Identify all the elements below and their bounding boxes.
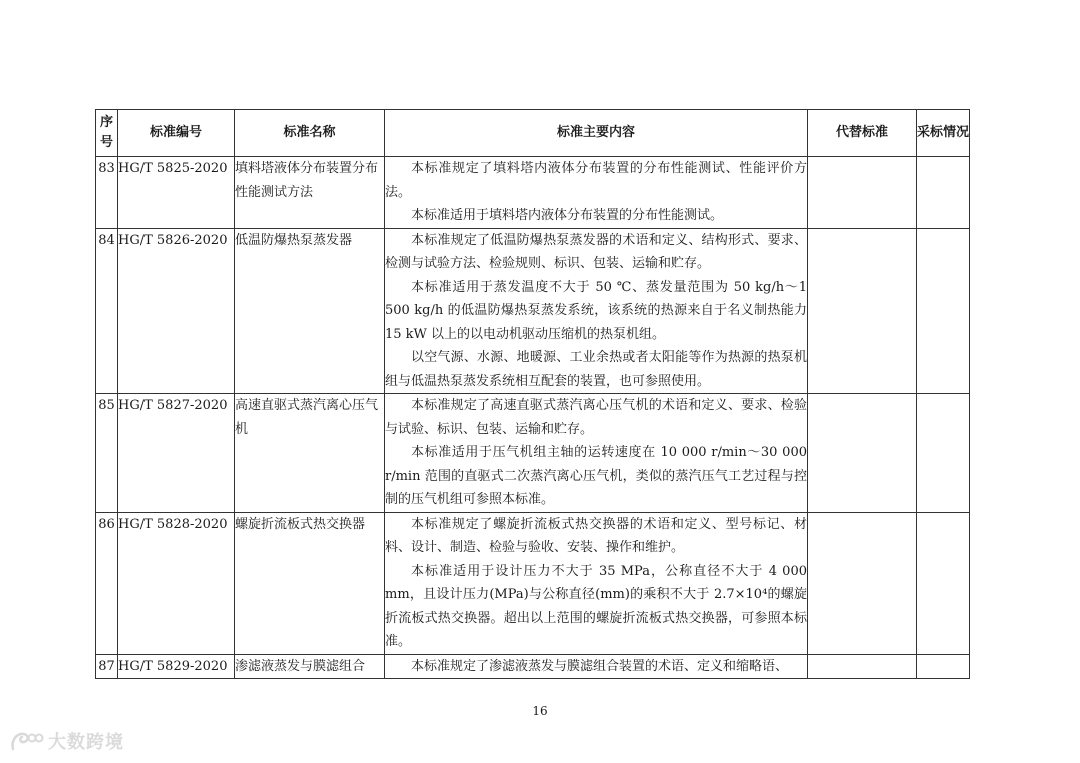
replaced-standard xyxy=(808,157,917,229)
table-row xyxy=(96,654,970,679)
content-paragraph: 本标准规定了渗滤液蒸发与膜滤组合装置的术语、定义和缩略语、 xyxy=(411,658,789,674)
standard-name: 高速直驱式蒸汽离心压气机 xyxy=(235,394,385,513)
replaced-standard xyxy=(808,394,917,513)
adoption-status xyxy=(917,654,970,679)
content-paragraph: 本标准规定了填料塔内液体分布装置的分布性能测试、性能评价方法。 xyxy=(385,161,807,200)
row-number: 87 xyxy=(96,654,118,679)
standard-code: HG/T 5827-2020 xyxy=(118,394,235,513)
table-row xyxy=(96,394,970,513)
header-seq: 序号 xyxy=(96,110,118,157)
standard-content xyxy=(385,512,808,654)
content-paragraph: 以空气源、水源、地暖源、工业余热或者太阳能等作为热源的热泵机组与低温热泵蒸发系统相互配套的装置，也可参照使用。 xyxy=(385,350,807,389)
standard-code: HG/T 5825-2020 xyxy=(118,157,235,229)
standard-content xyxy=(385,654,808,679)
row-number: 85 xyxy=(96,394,118,513)
header-content: 标准主要内容 xyxy=(385,110,808,157)
adoption-status xyxy=(917,228,970,394)
standard-name: 低温防爆热泵蒸发器 xyxy=(235,228,385,394)
content-paragraph: 本标准规定了螺旋折流板式热交换器的术语和定义、型号标记、材料、设计、制造、检验与验收、安装、操作和维护。 xyxy=(385,516,807,555)
standard-content xyxy=(385,157,808,229)
table-row xyxy=(96,228,970,394)
row-number: 84 xyxy=(96,228,118,394)
standard-name: 填料塔液体分布装置分布性能测试方法 xyxy=(235,157,385,229)
table-row xyxy=(96,157,970,229)
replaced-standard xyxy=(808,512,917,654)
standards-table xyxy=(95,109,970,679)
adoption-status xyxy=(917,157,970,229)
table-header-row xyxy=(96,110,970,157)
row-number: 83 xyxy=(96,157,118,229)
header-adopt: 采标情况 xyxy=(917,110,970,157)
content-paragraph: 本标准适用于填料塔内液体分布装置的分布性能测试。 xyxy=(411,208,724,223)
content-paragraph: 本标准适用于蒸发温度不大于 50 ℃、蒸发量范围为 50 kg/h～1 500 kg/h 的低温防爆热泵蒸发系统，该系统的热源来自于名义制热能力 15 kW 以上的以电动机驱动压缩机的热泵机组。 xyxy=(385,279,807,342)
watermark-logo-icon xyxy=(10,729,44,753)
page-number: 16 xyxy=(532,704,548,718)
adoption-status xyxy=(917,394,970,513)
standard-name: 螺旋折流板式热交换器 xyxy=(235,512,385,654)
standard-name: 渗滤液蒸发与膜滤组合 xyxy=(235,654,385,679)
watermark xyxy=(10,728,124,754)
content-paragraph: 本标准适用于设计压力不大于 35 MPa，公称直径不大于 4 000 mm，且设计压力(MPa)与公称直径(mm)的乘积不大于 2.7×10⁴的螺旋折流板式热交换器。超出以上范围的螺旋折流板式热交换器，可参照本标准。 xyxy=(385,563,807,649)
header-replace: 代替标准 xyxy=(808,110,917,157)
replaced-standard xyxy=(808,228,917,394)
row-number: 86 xyxy=(96,512,118,654)
watermark-text: 大数跨境 xyxy=(48,732,124,753)
adoption-status xyxy=(917,512,970,654)
content-paragraph: 本标准适用于压气机组主轴的运转速度在 10 000 r/min～30 000 r/min 范围的直驱式二次蒸汽离心压气机，类似的蒸汽压气工艺过程与控制的压气机组可参照本标准。 xyxy=(385,445,807,507)
standard-code: HG/T 5828-2020 xyxy=(118,512,235,654)
standard-content xyxy=(385,228,808,394)
standard-code: HG/T 5826-2020 xyxy=(118,228,235,394)
header-name: 标准名称 xyxy=(235,110,385,157)
standard-content xyxy=(385,394,808,513)
header-code: 标准编号 xyxy=(118,110,235,157)
content-paragraph: 本标准规定了低温防爆热泵蒸发器的术语和定义、结构形式、要求、检测与试验方法、检验规则、标识、包装、运输和贮存。 xyxy=(385,232,807,271)
standard-code: HG/T 5829-2020 xyxy=(118,654,235,679)
table-row xyxy=(96,512,970,654)
replaced-standard xyxy=(808,654,917,679)
content-paragraph: 本标准规定了高速直驱式蒸汽离心压气机的术语和定义、要求、检验与试验、标识、包装、运输和贮存。 xyxy=(385,398,807,437)
